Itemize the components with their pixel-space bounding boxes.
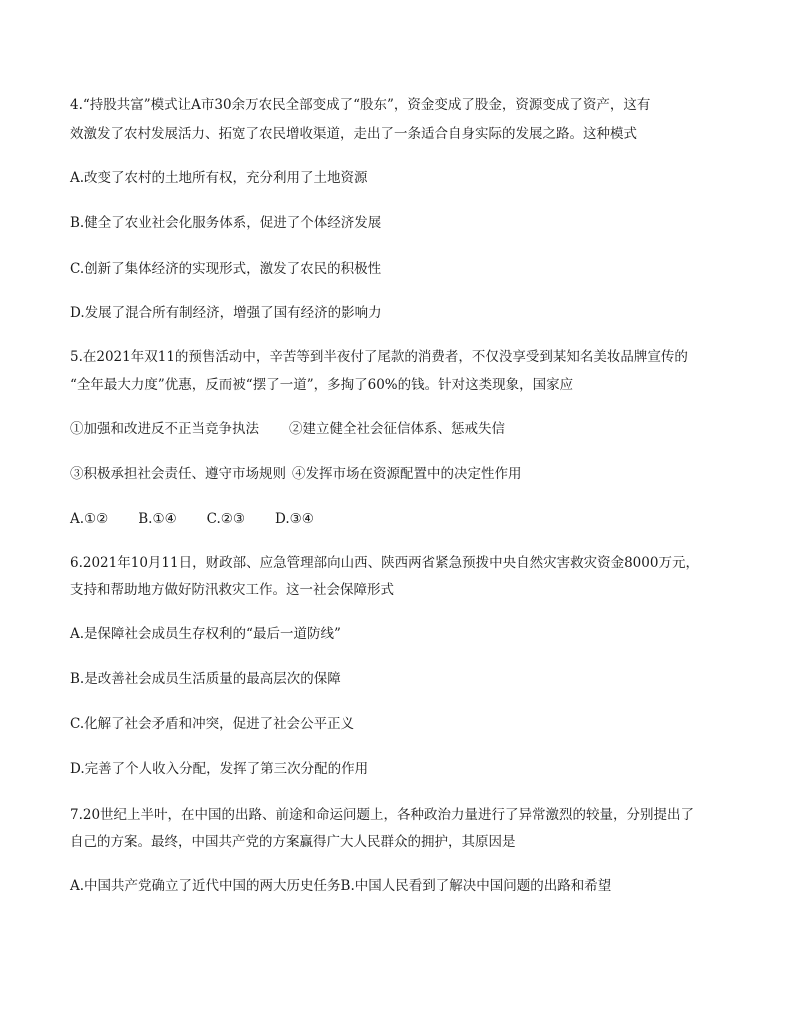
q4-stem-line-1: 4.“持股共富”模式让A市30余万农民全部变成了“股东”，资金变成了股金，资源变成了资产，这有 bbox=[70, 97, 651, 113]
q7-stem-line-1: 7.20世纪上半叶，在中国的出路、前途和命运问题上，各种政治力量进行了异常激烈的较量，分别提出了 bbox=[70, 807, 695, 823]
q5-statement-4: ④发挥市场在资源配置中的决定性作用 bbox=[292, 466, 522, 482]
q5-stem-line-1: 5.在2021年双11的预售活动中，辛苦等到半夜付了尾款的消费者，不仅没享受到某知名美妆品牌宣传的 bbox=[70, 349, 688, 365]
q5-options-row bbox=[70, 509, 314, 529]
q5-statements-row-1 bbox=[70, 419, 505, 439]
q5-option-d: D.③④ bbox=[275, 511, 314, 527]
q6-option-a: A.是保障社会成员生存权利的“最后一道防线” bbox=[70, 626, 341, 642]
q4-option-b: B.健全了农业社会化服务体系，促进了个体经济发展 bbox=[70, 215, 382, 231]
q4-option-a: A.改变了农村的土地所有权，充分利用了土地资源 bbox=[70, 170, 368, 186]
q4-stem-line-2: 效激发了农村发展活力、拓宽了农民增收渠道，走出了一条适合自身实际的发展之路。这种模式 bbox=[70, 126, 637, 142]
q6-stem-line-1: 6.2021年10月11日，财政部、应急管理部向山西、陕西两省紧急预拨中央自然灾害救灾资金8000万元， bbox=[70, 555, 699, 571]
q5-statement-2: ②建立健全社会征信体系、惩戒失信 bbox=[289, 421, 505, 437]
q4-option-d: D.发展了混合所有制经济，增强了国有经济的影响力 bbox=[70, 305, 382, 321]
q6-stem-line-2: 支持和帮助地方做好防汛救灾工作。这一社会保障形式 bbox=[70, 582, 394, 598]
q5-statement-3: ③积极承担社会责任、遵守市场规则 bbox=[70, 466, 286, 482]
q6-option-c: C.化解了社会矛盾和冲突，促进了社会公平正义 bbox=[70, 716, 355, 732]
q5-option-a: A.①② bbox=[70, 511, 109, 527]
q5-option-b: B.①④ bbox=[138, 511, 177, 527]
q5-option-c: C.②③ bbox=[206, 511, 246, 527]
q6-option-b: B.是改善社会成员生活质量的最高层次的保障 bbox=[70, 671, 341, 687]
q5-stem-line-2: “全年最大力度”优惠，反而被“摆了一道”，多掏了60%的钱。针对这类现象，国家应 bbox=[70, 377, 574, 393]
q5-statements-row-2 bbox=[70, 464, 522, 484]
q7-stem-line-2: 自己的方案。最终，中国共产党的方案赢得广大人民群众的拥护，其原因是 bbox=[70, 834, 516, 850]
q5-statement-1: ①加强和改进反不正当竞争执法 bbox=[70, 421, 259, 437]
q6-option-d: D.完善了个人收入分配，发挥了第三次分配的作用 bbox=[70, 761, 369, 777]
q4-option-c: C.创新了集体经济的实现形式，激发了农民的积极性 bbox=[70, 261, 382, 277]
q7-options-line: A.中国共产党确立了近代中国的两大历史任务B.中国人民看到了解决中国问题的出路和希望 bbox=[70, 878, 612, 894]
